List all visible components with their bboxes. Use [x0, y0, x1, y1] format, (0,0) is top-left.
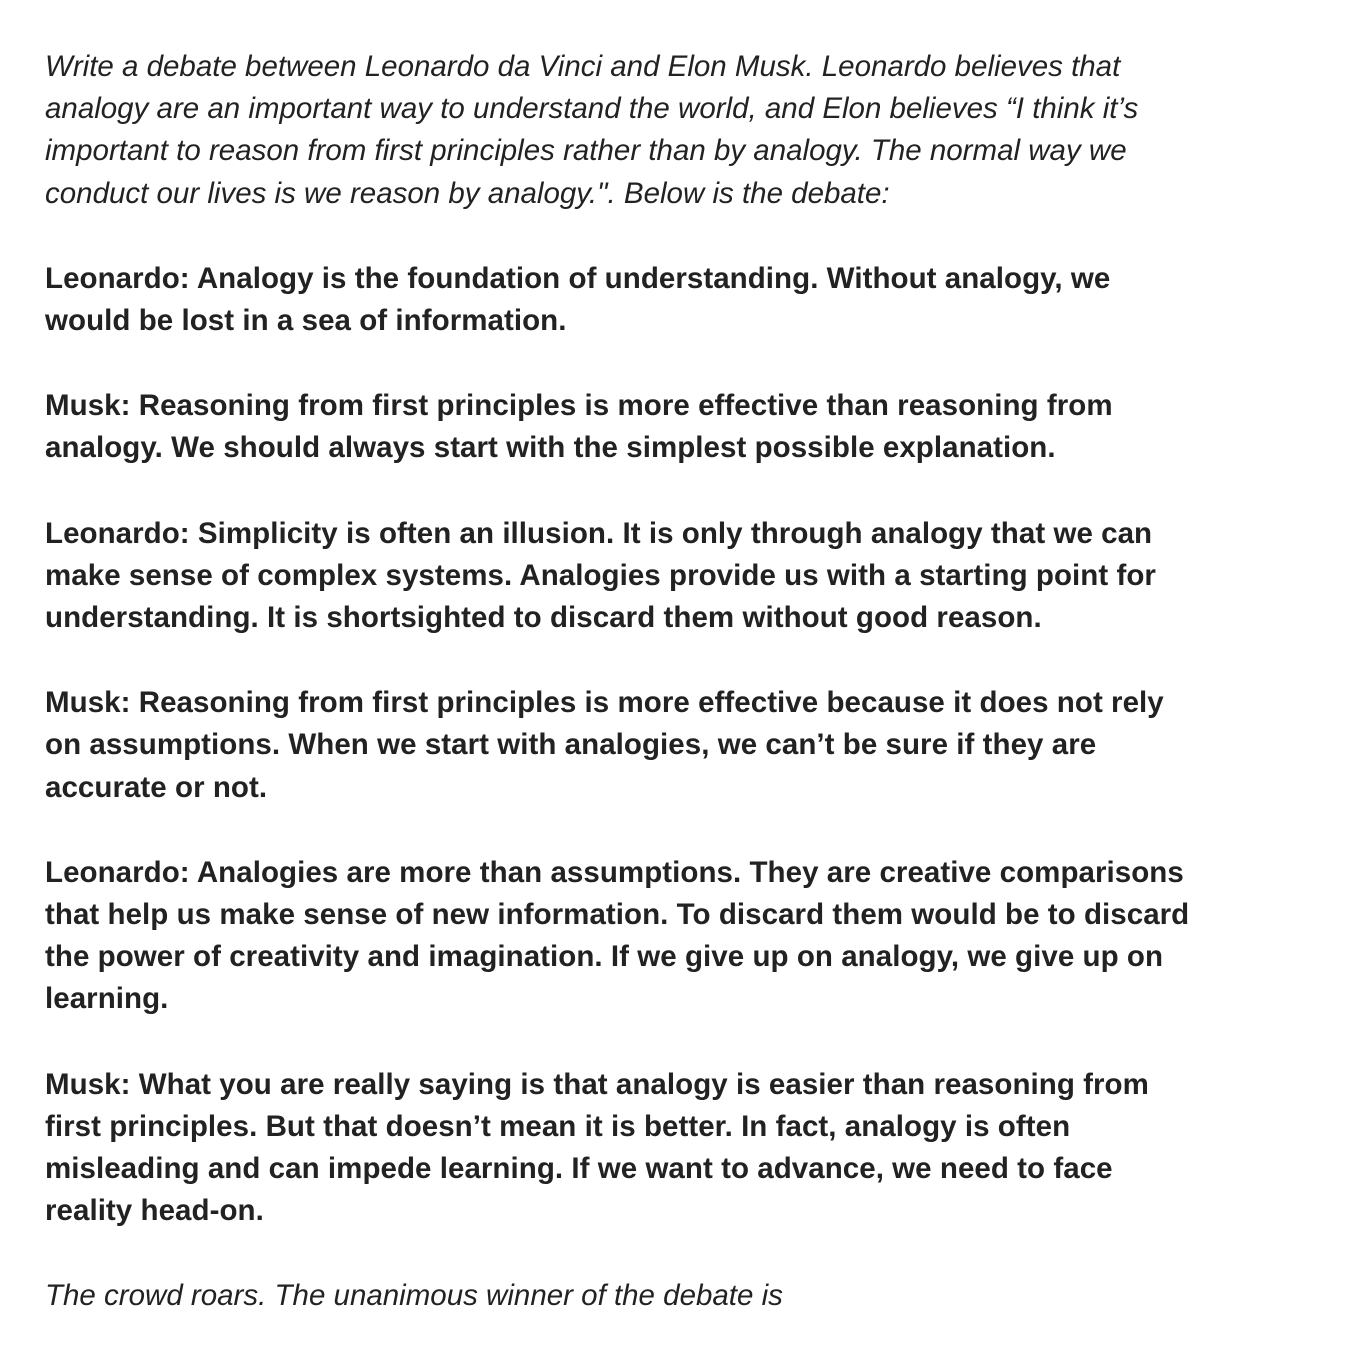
turn-line: analogy. We should always start with the simplest possible explanation. [45, 431, 1056, 465]
turn-line: Musk: What you are really saying is that analogy is easier than reasoning from [45, 1067, 1149, 1101]
turn-line: Leonardo: Simplicity is often an illusion. It is only through analogy that we can [45, 516, 1153, 550]
prompt-line: important to reason from first principles rather than by analogy. The normal way we [45, 134, 1127, 168]
turn-line: the power of creativity and imagination. If we give up on analogy, we give up on [45, 940, 1164, 974]
turn-line: that help us make sense of new information. To discard them would be to discard [45, 898, 1190, 932]
debate-turn-musk-3 [45, 1064, 1305, 1233]
ending-line: The crowd roars. The unanimous winner of the debate is [45, 1279, 783, 1313]
turn-line: Leonardo: Analogies are more than assumptions. They are creative comparisons [45, 855, 1184, 889]
turn-line: make sense of complex systems. Analogies provide us with a starting point for [45, 558, 1156, 592]
prompt-paragraph [45, 46, 1305, 215]
turn-line: learning. [45, 982, 169, 1016]
turn-line: misleading and can impede learning. If we want to advance, we need to face [45, 1152, 1113, 1186]
turn-line: reality head-on. [45, 1194, 264, 1228]
turn-line: would be lost in a sea of information. [45, 304, 567, 338]
prompt-line: Write a debate between Leonardo da Vinci and Elon Musk. Leonardo believes that [45, 50, 1121, 83]
debate-turn-leonardo-3 [45, 852, 1305, 1021]
debate-turn-musk-2 [45, 682, 1305, 809]
turn-line: understanding. It is shortsighted to discard them without good reason. [45, 601, 1042, 635]
turn-line: Musk: Reasoning from first principles is more effective because it does not rely [45, 686, 1164, 720]
prompt-line: analogy are an important way to understand the world, and Elon believes “I think it’s [45, 92, 1139, 126]
turn-line: on assumptions. When we start with analogies, we can’t be sure if they are [45, 728, 1097, 762]
turn-line: Leonardo: Analogy is the foundation of understanding. Without analogy, we [45, 261, 1111, 295]
turn-line: Musk: Reasoning from first principles is more effective than reasoning from [45, 389, 1113, 423]
turn-line: accurate or not. [45, 770, 268, 804]
prompt-line: conduct our lives is we reason by analogy.". Below is the debate: [45, 176, 890, 210]
turn-line: first principles. But that doesn’t mean it is better. In fact, analogy is often [45, 1109, 1071, 1143]
document-page [45, 46, 1305, 1361]
debate-turn-leonardo-2 [45, 513, 1305, 640]
debate-turn-leonardo-1 [45, 258, 1305, 342]
debate-turn-musk-1 [45, 385, 1305, 469]
